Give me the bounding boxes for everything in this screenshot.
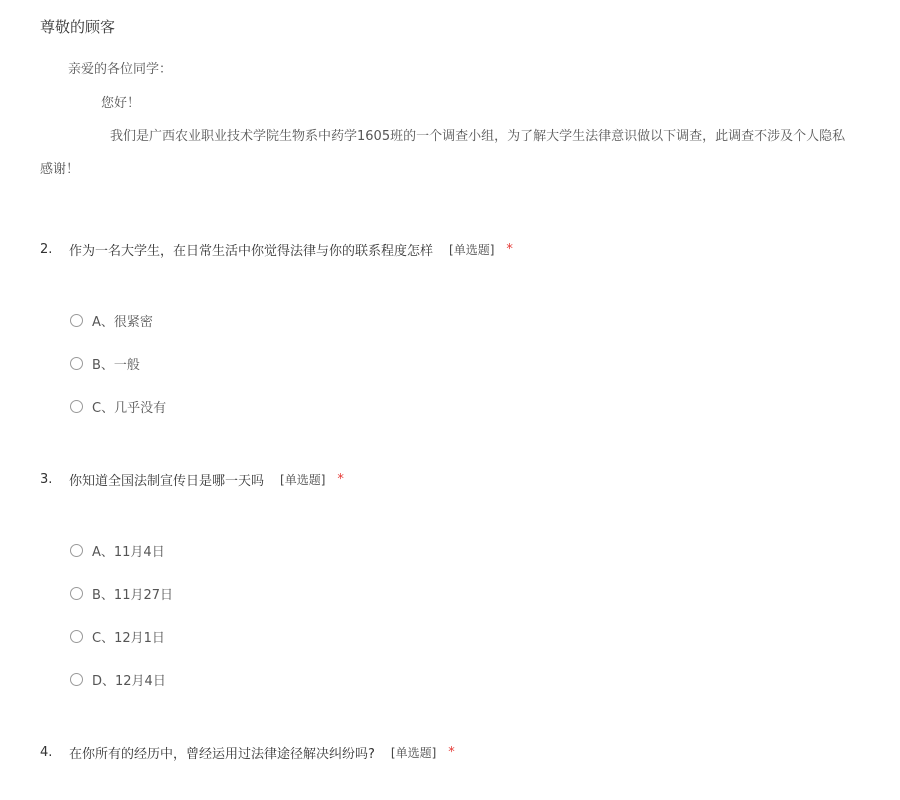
option-label: B、11月27日	[92, 588, 174, 603]
option-2b[interactable]	[70, 354, 140, 373]
option-3b[interactable]	[70, 584, 173, 603]
option-label: A、11月4日	[92, 545, 165, 560]
question-type-label: [单选题]	[390, 746, 437, 760]
greeting-text: 亲爱的各位同学：	[68, 62, 173, 77]
question-number: 2.	[40, 242, 53, 257]
question-2	[40, 240, 513, 259]
radio-button[interactable]	[70, 400, 83, 413]
required-marker: *	[337, 472, 344, 487]
question-type-label: [单选题]	[449, 243, 495, 257]
option-2a[interactable]	[70, 311, 153, 330]
intro-paragraph: 我们是广西农业职业技术学院生物系中药学1605班的一个调查小组，为了解大学生法律意识做以下调查，此调查不涉及个人隐私	[110, 129, 846, 144]
option-3a[interactable]	[70, 541, 165, 560]
option-label: C、几乎没有	[92, 401, 167, 416]
question-text: 在你所有的经历中，曾经运用过法律途径解决纠纷吗?	[69, 747, 375, 762]
radio-button[interactable]	[70, 673, 83, 686]
question-text: 作为一名大学生，在日常生活中你觉得法律与你的联系程度怎样	[69, 244, 434, 259]
option-3c[interactable]	[70, 627, 165, 646]
required-marker: *	[448, 745, 455, 760]
question-4	[40, 743, 455, 762]
radio-button[interactable]	[70, 630, 83, 643]
survey-title: 尊敬的顾客	[40, 18, 116, 36]
option-label: D、12月4日	[92, 674, 166, 689]
required-marker: *	[506, 242, 513, 257]
question-text: 你知道全国法制宣传日是哪一天吗	[69, 474, 265, 489]
question-3	[40, 470, 344, 489]
option-2c[interactable]	[70, 397, 166, 416]
option-label: C、12月1日	[92, 631, 165, 646]
option-label: A、很紧密	[92, 315, 153, 330]
option-label: B、一般	[92, 358, 140, 373]
radio-button[interactable]	[70, 357, 83, 370]
question-type-label: [单选题]	[280, 473, 326, 487]
radio-button[interactable]	[70, 587, 83, 600]
question-number: 3.	[40, 472, 53, 487]
hello-text: 您好！	[101, 96, 141, 111]
radio-button[interactable]	[70, 314, 83, 327]
option-3d[interactable]	[70, 670, 166, 689]
question-number: 4.	[40, 745, 53, 760]
thanks-text: 感谢！	[40, 162, 80, 177]
radio-button[interactable]	[70, 544, 83, 557]
